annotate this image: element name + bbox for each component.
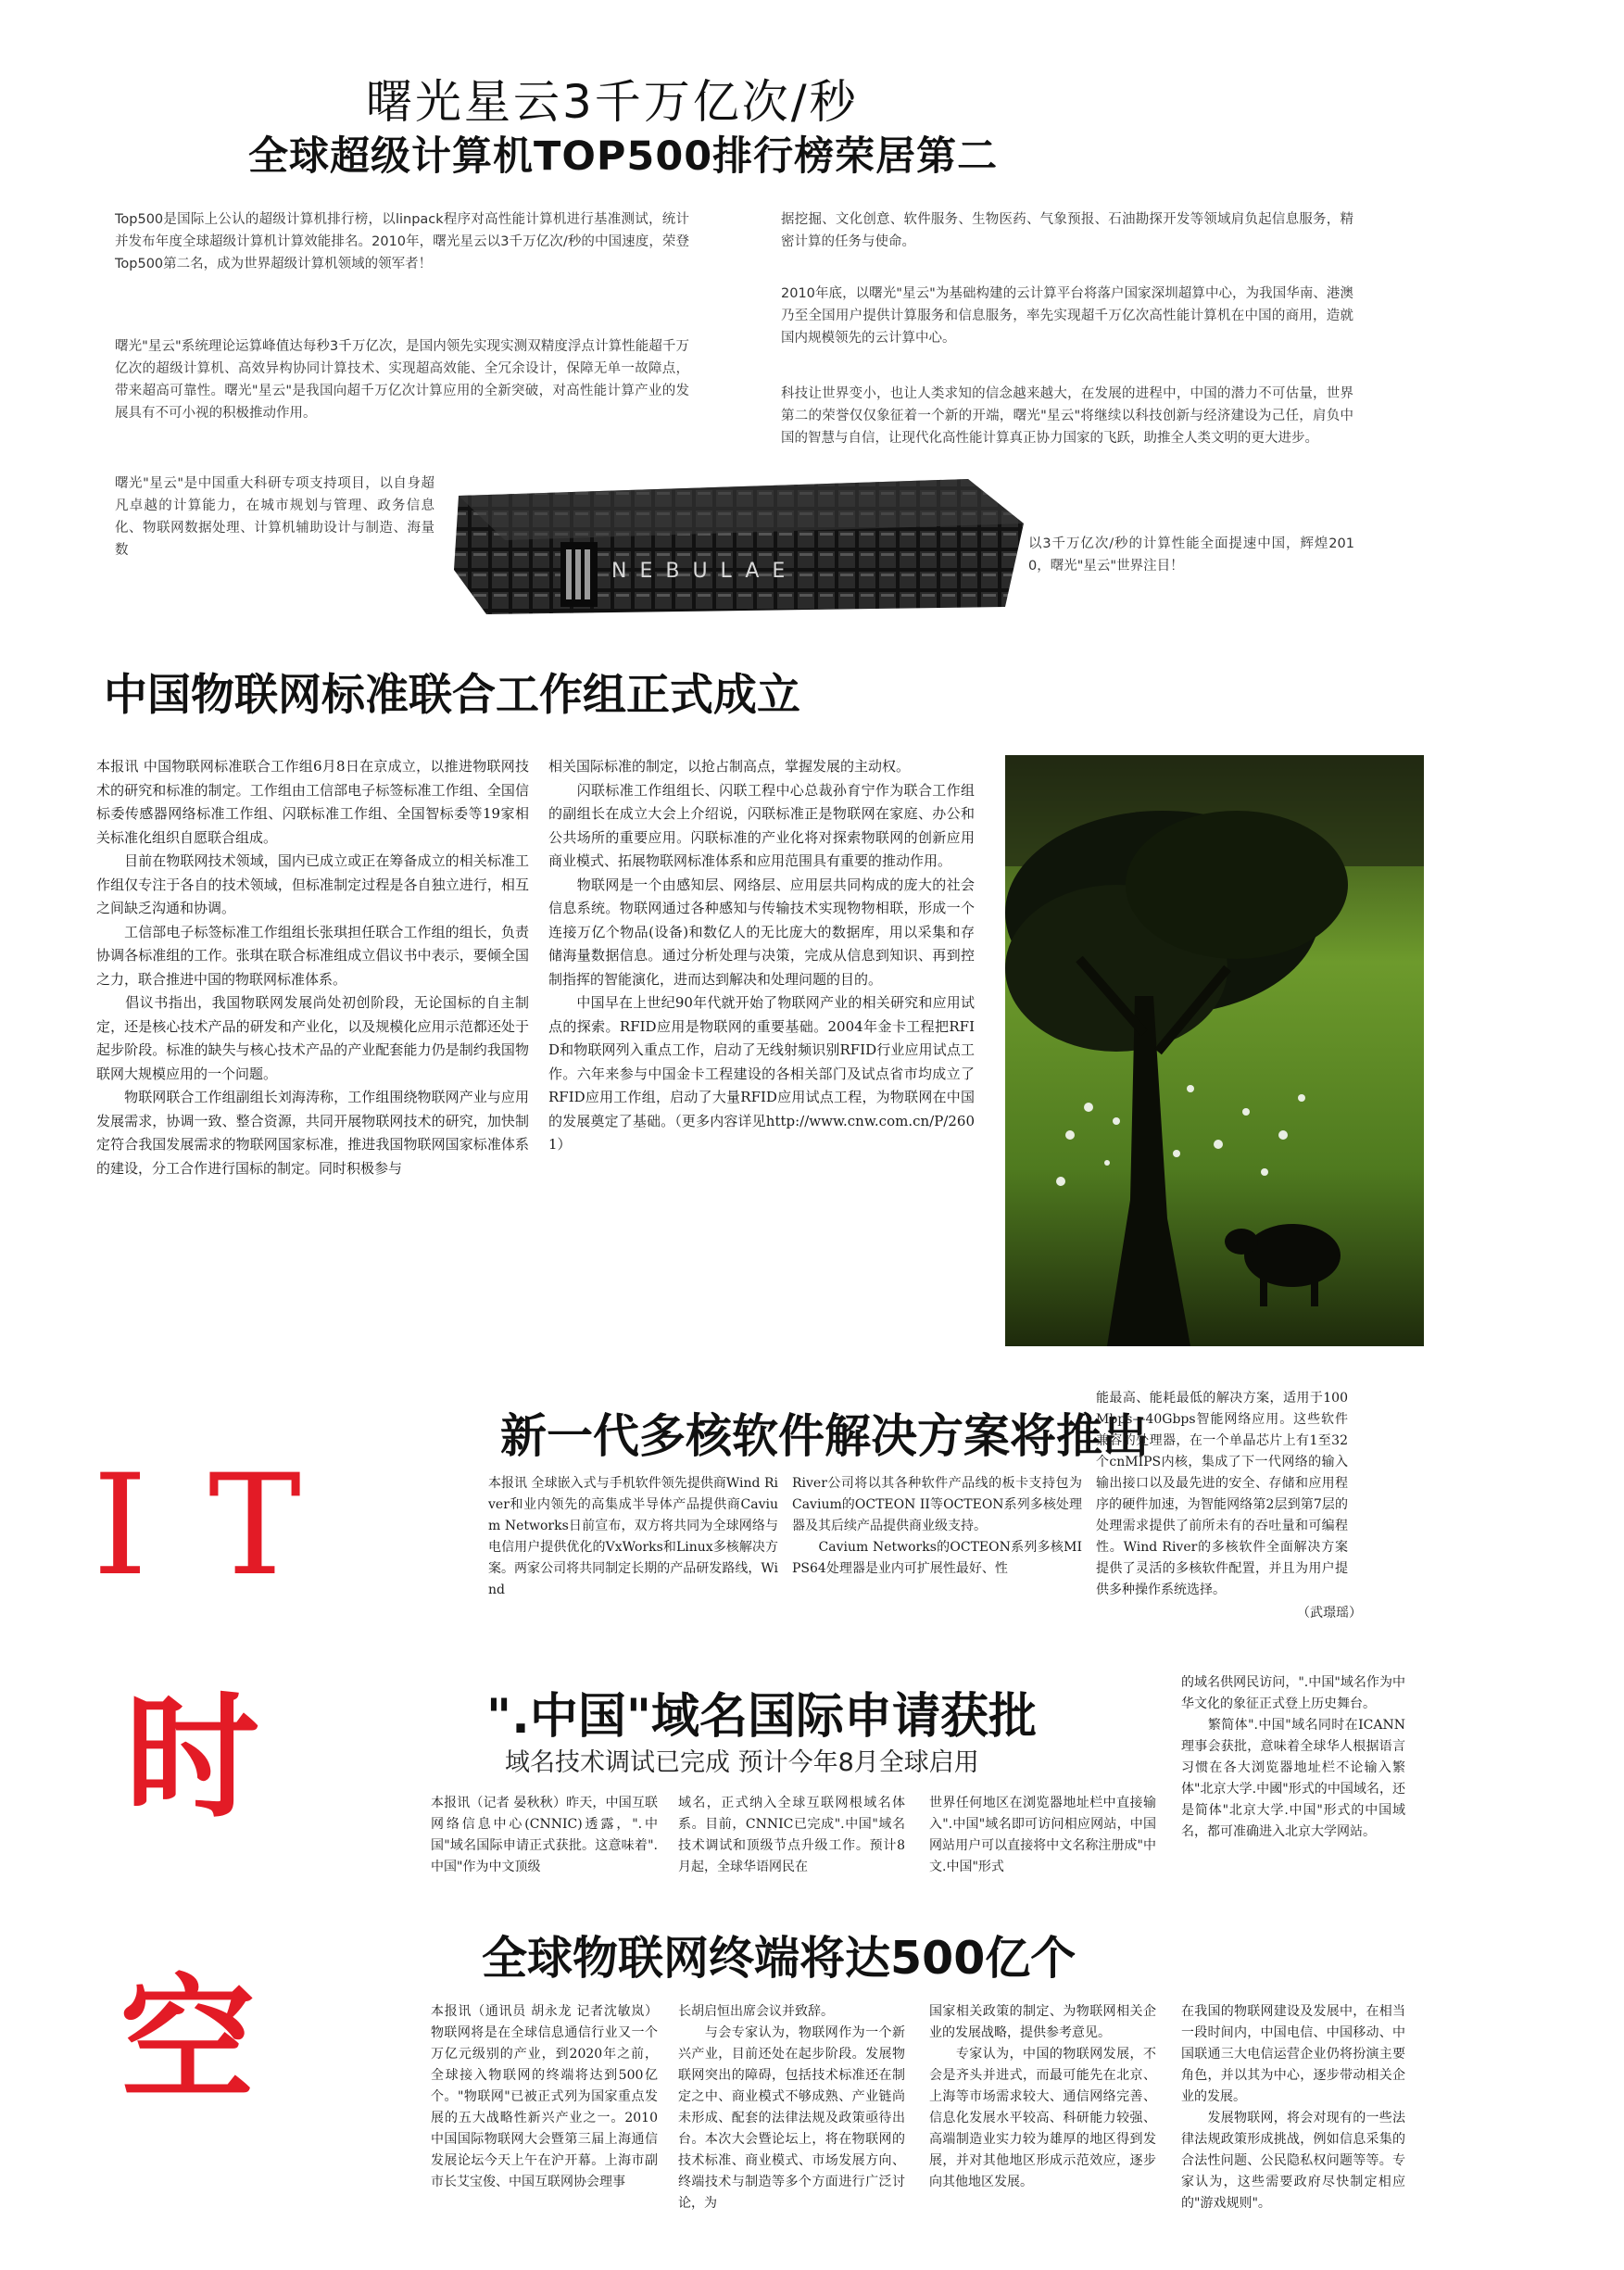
article3-col2: River公司将以其各种软件产品线的板卡支持包为Cavium的OCTEON II等OCTEON系列多核处理器及其后续产品提供商业级支持。 Cavium Networks的OCTEON系列多核MIPS64处理器是业内可扩展性最好、性: [792, 1476, 1082, 1576]
article5-col3: 国家相关政策的制定、为物联网相关企业的发展战略，提供参考意见。 专家认为，中国的物联网发展，不会是齐头并进式，而最可能先在北京、上海等市场需求较大、通信网络完善、信息化发展水平较高、科研能力较强、高端制造业实力较为雄厚的地区得到发展，并对其他地区形成示范效应，逐步向其他地区发展。: [929, 2004, 1156, 2189]
article4-subtitle: 域名技术调试已完成 预计今年8月全球启用: [505, 1748, 979, 1777]
article3-col3: 能最高、能耗最低的解决方案，适用于100Mbps—40Gbps智能网络应用。这些软件兼容的处理器，在一个单晶芯片上有1至32个cnMIPS内核，集成了下一代网络的输入输出接口以及最先进的安全、存储和应用程序的硬件加速，为智能网络第2层到第7层的处理需求提供了前所未有的吞吐量和可编程性。Wind River的多核软件全面解决方案提供了灵活的多核软件配置，并且为用户提供多种操作系统选择。: [1096, 1391, 1348, 1597]
side-label-char-4: 空: [120, 1961, 255, 2119]
article1-right-para3: 科技让世界变小，也让人类求知的信念越来越大，在发展的进程中，中国的潜力不可估量，世界第二的荣誉仅仅象征着一个新的开端，曙光"星云"将继续以科技创新与经济建设为己任，肩负中国的智慧与自信，让现代化高性能计算真正协力国家的飞跃，助推全人类文明的更大进步。: [781, 386, 1353, 446]
side-label-char-1: I: [93, 1445, 148, 1607]
nebulae-image-label: NEBULAE: [611, 560, 799, 583]
article2-col2: 相关国际标准的制定，以抢占制高点，掌握发展的主动权。 闪联标准工作组组长、闪联工程中心总裁孙育宁作为联合工作组的副组长在成立大会上介绍说，闪联标准正是物联网在家庭、办公和公共场所的重要应用。闪联标准的产业化将对探索物联网的创新应用商业模式、拓展物联网标准体系和应用范围具有重要的推动作用。 物联网是一个由感知层、网络层、应用层共同构成的庞大的社会信息系统。物联网通过各种感知与传输技术实现物物相联，形成一个连接万亿个物品(设备)和数亿人的无比庞大的数据库，用以采集和存储海量数据信息。通过分析处理与决策，完成从信息到知识、再到控制指挥的智能演化，进而达到解决和处理问题的目的。 中国早在上世纪90年代就开始了物联网产业的相关研究和应用试点的探索。RFID应用是物联网的重要基础。2004年金卡工程把RFID和物联网列入重点工作，启动了无线射频识别RFID行业应用试点工作。六年来参与中国金卡工程建设的各相关部门及试点省市均成立了RFID应用工作组，启动了大量RFID应用试点工程，为物联网在中国的发展奠定了基础。（更多内容详见http://www.cnw.com.cn/P/2601）: [548, 758, 975, 1153]
article4-col3: 世界任何地区在浏览器地址栏中直接输入".中国"域名即可访问相应网站，中国网站用户可以直接将中文名称注册成"中文.中国"形式: [929, 1796, 1156, 1874]
article2-title: 中国物联网标准联合工作组正式成立: [104, 670, 800, 721]
article3-col1: 本报讯 全球嵌入式与手机软件领先提供商Wind River和业内领先的高集成半导体产品提供商Cavium Networks日前宣布，双方将共同为全球网络与电信用户提供优化的VxWorks和Linux多核解决方案。两家公司将共同制定长期的产品研发路线，Wind: [488, 1476, 778, 1597]
article5-col1: 本报讯（通讯员 胡永龙 记者沈敏岚）物联网将是在全球信息通信行业又一个万亿元级别的产业，到2020年之前，全球接入物联网的终端将达到500亿个。"物联网"已被正式列为国家重点发展的五大战略性新兴产业之一。2010中国国际物联网大会暨第三届上海通信发展论坛今天上午在沪开幕。上海市副市长艾宝俊、中国互联网协会理事: [431, 2004, 658, 2189]
article1-right-para4: 以3千万亿次/秒的计算性能全面提速中国，辉煌2010，曙光"星云"世界注目！: [1028, 536, 1354, 574]
article4-col2: 域名，正式纳入全球互联网根域名体系。目前，CNNIC已完成".中国"域名技术调试和顶级节点升级工作。预计8月起，全球华语网民在: [678, 1796, 905, 1874]
article4-col4: 的域名供网民访问，".中国"域名作为中华文化的象征正式登上历史舞台。 繁简体".中国"域名同时在ICANN理事会获批，意味着全球华人根据语言习惯在各大浏览器地址栏不论输入繁体"北京大学.中國"形式的中国域名，还是简体"北京大学.中国"形式的中国域名，都可准确进入北京大学网站。: [1181, 1675, 1405, 1839]
article1-right-para2: 2010年底，以曙光"星云"为基础构建的云计算平台将落户国家深圳超算中心，为我国华南、港澳乃至全国用户提供计算服务和信息服务，率先实现超千万亿次高性能计算机在中国的商用，造就国内规模领先的云计算中心。: [781, 286, 1353, 346]
article2-col1: 本报讯 中国物联网标准联合工作组6月8日在京成立，以推进物联网技术的研究和标准的制定。工作组由工信部电子标签标准工作组、全国信标委传感器网络标准工作组、闪联标准工作组、全国智标委等19家相关标准化组织自愿联合组成。 目前在物联网技术领域，国内已成立或正在筹备成立的相关标准工作组仅专注于各自的技术领域，但标准制定过程是各自独立进行，相互之间缺乏沟通和协调。 工信部电子标签标准工作组组长张琪担任联合工作组的组长，负责协调各标准组的工作。张琪在联合标准组成立倡议书中表示，要倾全国之力，联合推进中国的物联网标准体系。 倡议书指出，我国物联网发展尚处初创阶段，无论国标的自主制定，还是核心技术产品的研发和产业化，以及规模化应用示范都还处于起步阶段。标准的缺失与核心技术产品的产业配套能力仍是制约我国物联网大规模应用的一个问题。 物联网联合工作组副组长刘海涛称，工作组围绕物联网产业与应用发展需求，协调一致、整合资源，共同开展物联网技术的研究，加快制定符合我国发展需求的物联网国家标准，推进我国物联网国家标准体系的建设，分工合作进行国标的制定。同时积极参与: [96, 758, 529, 1177]
article3-title: 新一代多核软件解决方案将推出: [500, 1408, 1149, 1463]
tree-landscape-photo: [1005, 755, 1424, 1346]
article4-title: ".中国"域名国际申请获批: [486, 1689, 1037, 1745]
article3-byline: （武璟瑶）: [1297, 1606, 1362, 1621]
nebulae-supercomputer-image: [449, 468, 1028, 621]
article1-left-para2: 曙光"星云"系统理论运算峰值达每秒3千万亿次，是国内领先实现实测双精度浮点计算性能超千万亿次的超级计算机、高效异构协同计算技术、实现超高效能、全冗余设计，保障无单一故障点，带来超高可靠性。曙光"星云"是我国向超千万亿次计算应用的全新突破，对高性能计算产业的发展具有不可小视的积极推动作用。: [115, 339, 689, 421]
article5-title: 全球物联网终端将达500亿个: [482, 1932, 1076, 1985]
article1-subtitle: 全球超级计算机TOP500排行榜荣居第二: [248, 133, 999, 180]
side-label-char-2: T: [208, 1445, 302, 1607]
article1-right-para1: 据挖掘、文化创意、软件服务、生物医药、气象预报、石油勘探开发等领域肩负起信息服务，精密计算的任务与使命。: [781, 212, 1353, 249]
article1-left-para3: 曙光"星云"是中国重大科研专项支持项目，以自身超凡卓越的计算能力，在城市规划与管理、政务信息化、物联网数据处理、计算机辅助设计与制造、海量数: [115, 476, 434, 558]
article1-title: 曙光星云3千万亿次/秒: [366, 75, 859, 129]
article5-col4: 在我国的物联网建设及发展中，在相当一段时间内，中国电信、中国移动、中国联通三大电信运营企业仍将扮演主要角色，并以其为中心，逐步带动相关企业的发展。 发展物联网，将会对现有的一些法律法规政策形成挑战，例如信息采集的合法性问题、公民隐私权问题等等。专家认为，这些需要政府尽快制定相应的"游戏规则"。: [1181, 2004, 1405, 2211]
article4-col1: 本报讯（记者 晏秋秋）昨天，中国互联网络信息中心(CNNIC)透露，".中国"域名国际申请正式获批。这意味着".中国"作为中文顶级: [431, 1796, 658, 1874]
side-label-char-3: 时: [125, 1679, 259, 1836]
article1-left-para1: Top500是国际上公认的超级计算机排行榜，以linpack程序对高性能计算机进行基准测试，统计并发布年度全球超级计算机计算效能排名。2010年，曙光星云以3千万亿次/秒的中国速度，荣登Top500第二名，成为世界超级计算机领域的领军者！: [115, 212, 689, 271]
article5-col2: 长胡启恒出席会议并致辞。 与会专家认为，物联网作为一个新兴产业，目前还处在起步阶段。发展物联网突出的障碍，包括技术标准还在制定之中、商业模式不够成熟、产业链尚未形成、配套的法律法规及政策亟待出台。本次大会暨论坛上，将在物联网的技术标准、商业模式、市场发展方向、终端技术与制造等多个方面进行广泛讨论，为: [678, 2004, 905, 2211]
